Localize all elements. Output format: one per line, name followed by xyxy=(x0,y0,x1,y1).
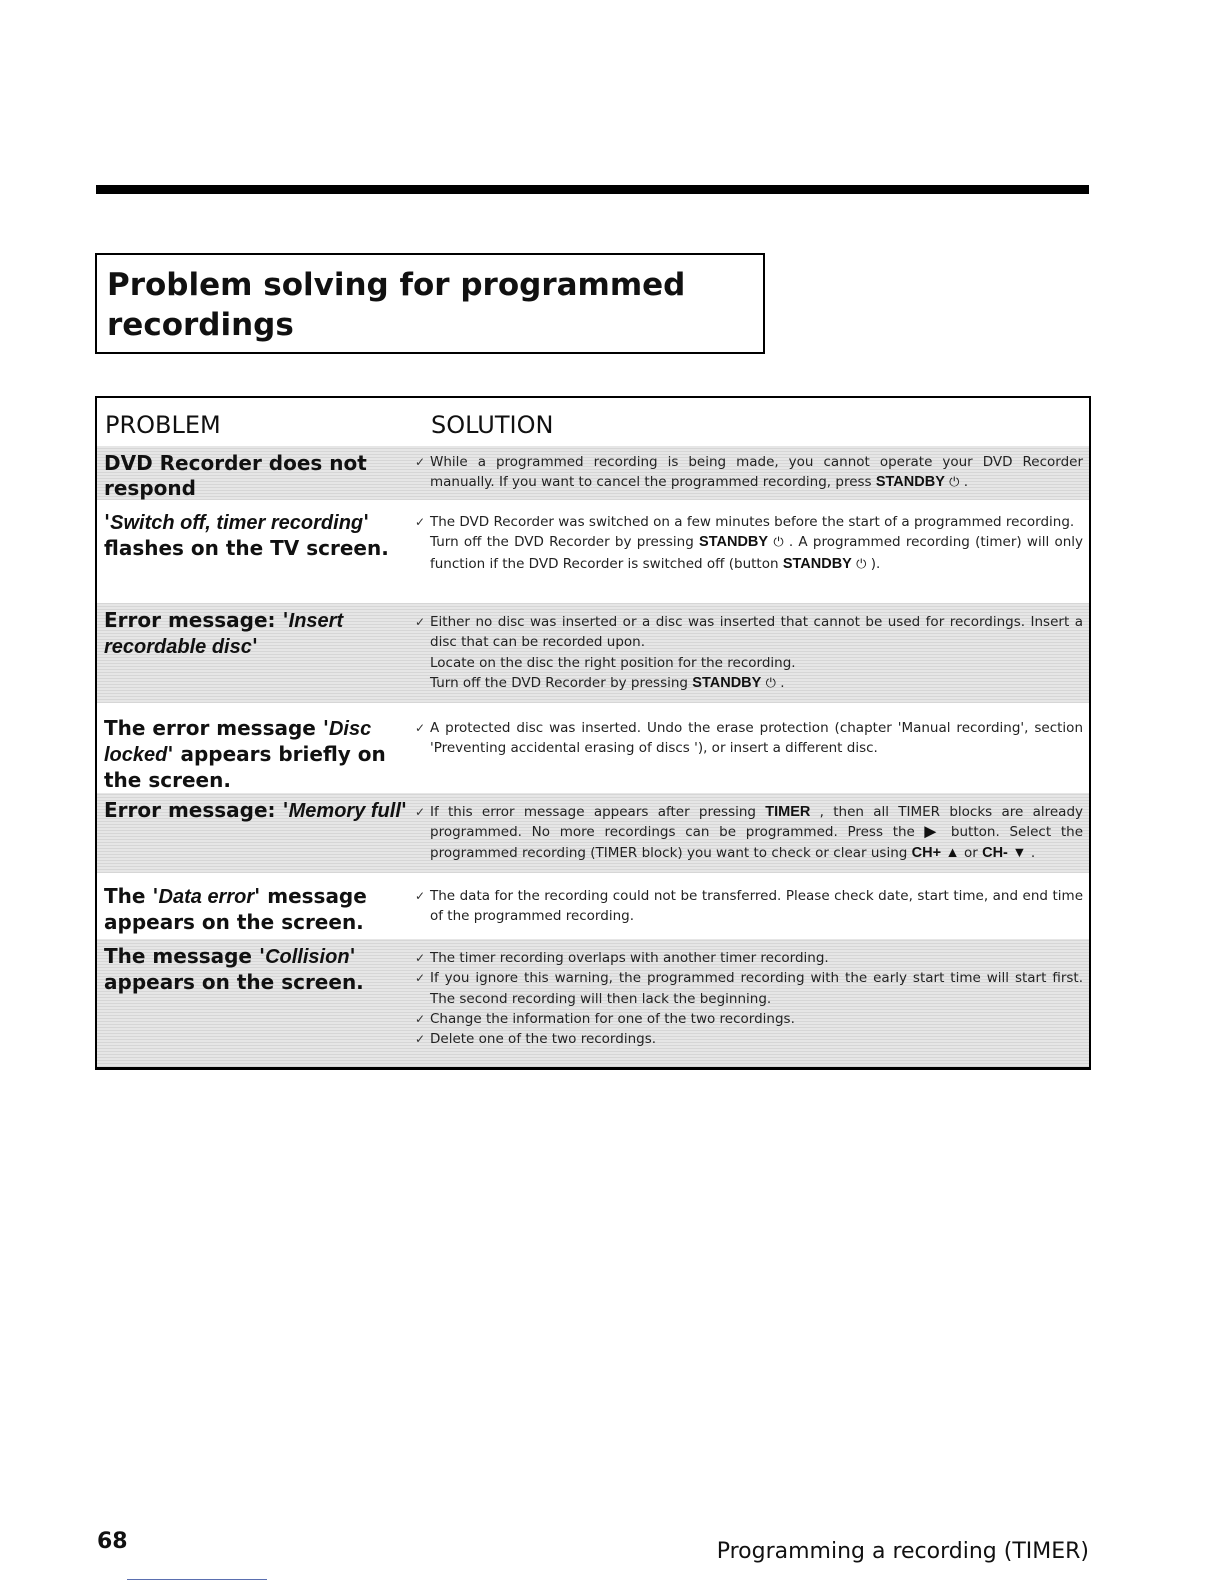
standby-key-label: STANDBY xyxy=(782,555,852,572)
solution-text: Turn off the DVD Recorder by pressing xyxy=(430,674,693,691)
table-row xyxy=(97,793,1089,873)
problem-cell xyxy=(97,603,415,703)
solution-line xyxy=(415,718,1083,759)
solution-text: ). xyxy=(866,555,881,572)
table-row xyxy=(97,446,1089,500)
problem-cell xyxy=(97,793,415,873)
solution-line xyxy=(415,1029,1083,1049)
solution-text: While a programmed recording is being made, you cannot operate your DVD Recorder manually. If you want to cancel the programmed recording, press xyxy=(430,454,1083,491)
solution-text: Delete one of the two recordings. xyxy=(430,1031,657,1048)
solution-cell xyxy=(415,446,1089,500)
solution-text: . A programmed recording (timer) will only function if the DVD Recorder is switched off (button xyxy=(430,534,1084,572)
problem-text: The ' xyxy=(104,884,159,908)
table-row xyxy=(97,873,1089,939)
problem-text-italic: Data error xyxy=(158,886,255,908)
solution-text: Either no disc was inserted or a disc was inserted that cannot be used for recordings. Insert a disc that can be recorded upon. xyxy=(430,614,1083,651)
page-number: 68 xyxy=(97,1529,128,1554)
problem-cell xyxy=(97,939,415,1067)
ch-up-key-label: CH+ xyxy=(911,844,942,861)
arrow-up-icon: ▲ xyxy=(945,844,960,861)
solution-text: The timer recording overlaps with another timer recording. xyxy=(430,950,829,966)
page-title xyxy=(97,255,763,345)
solution-text: Locate on the disc the right position for the recording. xyxy=(430,654,796,671)
page-title-line1: Problem solving for programmed xyxy=(107,267,686,303)
table-row xyxy=(97,500,1089,603)
standby-icon: ⏻ xyxy=(765,675,776,691)
solution-line xyxy=(415,653,1083,673)
standby-icon: ⏻ xyxy=(856,556,867,572)
solution-line xyxy=(415,532,1083,575)
problem-cell xyxy=(97,500,415,603)
solution-text: The DVD Recorder was switched on a few minutes before the start of a programmed recording. xyxy=(430,514,1075,530)
solution-cell xyxy=(415,500,1089,603)
standby-icon: ⏻ xyxy=(773,535,784,551)
problem-text: DVD Recorder does not respond xyxy=(104,451,367,500)
problem-text: Error message: ' xyxy=(104,608,289,632)
solution-text: Change the information for one of the two recordings. xyxy=(430,1010,795,1027)
problem-solution-table xyxy=(95,396,1091,1070)
header-problem: PROBLEM xyxy=(105,411,221,439)
solution-line xyxy=(415,1009,1083,1029)
solution-text: or xyxy=(959,844,983,861)
problem-text-italic: Disc locked xyxy=(104,718,372,766)
problem-text-italic: Collision xyxy=(265,946,350,968)
solution-text: If this error message appears after pressing xyxy=(430,804,766,820)
solution-cell xyxy=(415,939,1089,1067)
ch-down-key-label: CH- xyxy=(982,844,1008,861)
problem-text: The error message ' xyxy=(104,716,329,740)
solution-text: . xyxy=(1026,844,1036,861)
problem-text-italic: Memory full xyxy=(288,800,401,822)
table-row xyxy=(97,939,1089,1067)
problem-text-italic: Switch off, timer recording xyxy=(110,512,364,534)
page-title-box xyxy=(95,253,765,354)
solution-line xyxy=(415,612,1083,653)
solution-line xyxy=(415,452,1083,494)
solution-text: Turn off the DVD Recorder by pressing xyxy=(430,534,700,551)
solution-cell xyxy=(415,873,1089,939)
problem-text: Error message: ' xyxy=(104,798,289,822)
arrow-down-icon: ▼ xyxy=(1012,844,1027,861)
solution-text: button. Select the programmed recording (TIMER block) you want to check or clear using xyxy=(430,824,1084,861)
solution-cell xyxy=(415,603,1089,703)
solution-line xyxy=(415,802,1083,863)
top-rule xyxy=(96,185,1089,194)
table-row xyxy=(97,603,1089,703)
table-row xyxy=(97,703,1089,793)
solution-text: . xyxy=(775,674,785,691)
standby-key-label: STANDBY xyxy=(875,474,945,491)
standby-key-label: STANDBY xyxy=(699,534,769,551)
solution-cell xyxy=(415,793,1089,873)
problem-text: ' xyxy=(400,798,408,822)
timer-key-label: TIMER xyxy=(765,804,811,820)
solution-text: , then all TIMER blocks are already programmed. No more recordings can be programmed. Press the xyxy=(430,804,1083,841)
solution-line xyxy=(415,673,1083,694)
solution-line xyxy=(415,512,1083,532)
problem-text: The message ' xyxy=(104,944,266,968)
solution-line xyxy=(415,968,1083,1009)
solution-line xyxy=(415,886,1083,927)
problem-text: ' message appears on the screen. xyxy=(104,884,367,934)
standby-key-label: STANDBY xyxy=(692,674,762,691)
problem-text: ' xyxy=(251,634,258,658)
problem-text: ' flashes on the TV screen. xyxy=(104,510,389,560)
problem-cell xyxy=(97,873,415,939)
footer-section-title: Programming a recording (TIMER) xyxy=(716,1539,1089,1564)
table-header xyxy=(97,398,1089,446)
problem-text: ' appears on the screen. xyxy=(104,944,364,994)
solution-text: The data for the recording could not be transferred. Please check date, start time, and end time of the programmed recording. xyxy=(430,888,1083,925)
problem-text: ' xyxy=(104,510,111,534)
solution-text: A protected disc was inserted. Undo the erase protection (chapter 'Manual recording', section 'Preventing accidental erasing of discs '), or insert a different disc. xyxy=(430,720,1083,757)
problem-cell xyxy=(97,446,415,500)
solution-text: . xyxy=(959,474,969,491)
header-solution: SOLUTION xyxy=(431,411,554,439)
solution-line xyxy=(415,948,1083,968)
page-title-line2: recordings xyxy=(107,307,294,343)
play-icon: ▶ xyxy=(924,824,942,841)
problem-text-italic: Insert recordable disc xyxy=(104,610,344,658)
bottom-rule xyxy=(127,1579,267,1580)
problem-cell xyxy=(97,703,415,793)
solution-cell xyxy=(415,703,1089,793)
solution-text: If you ignore this warning, the programmed recording with the early start time will start first. The second recording will then lack the beginning. xyxy=(430,970,1083,1007)
standby-icon: ⏻ xyxy=(949,475,960,491)
problem-text: ' appears briefly on the screen. xyxy=(104,742,386,792)
